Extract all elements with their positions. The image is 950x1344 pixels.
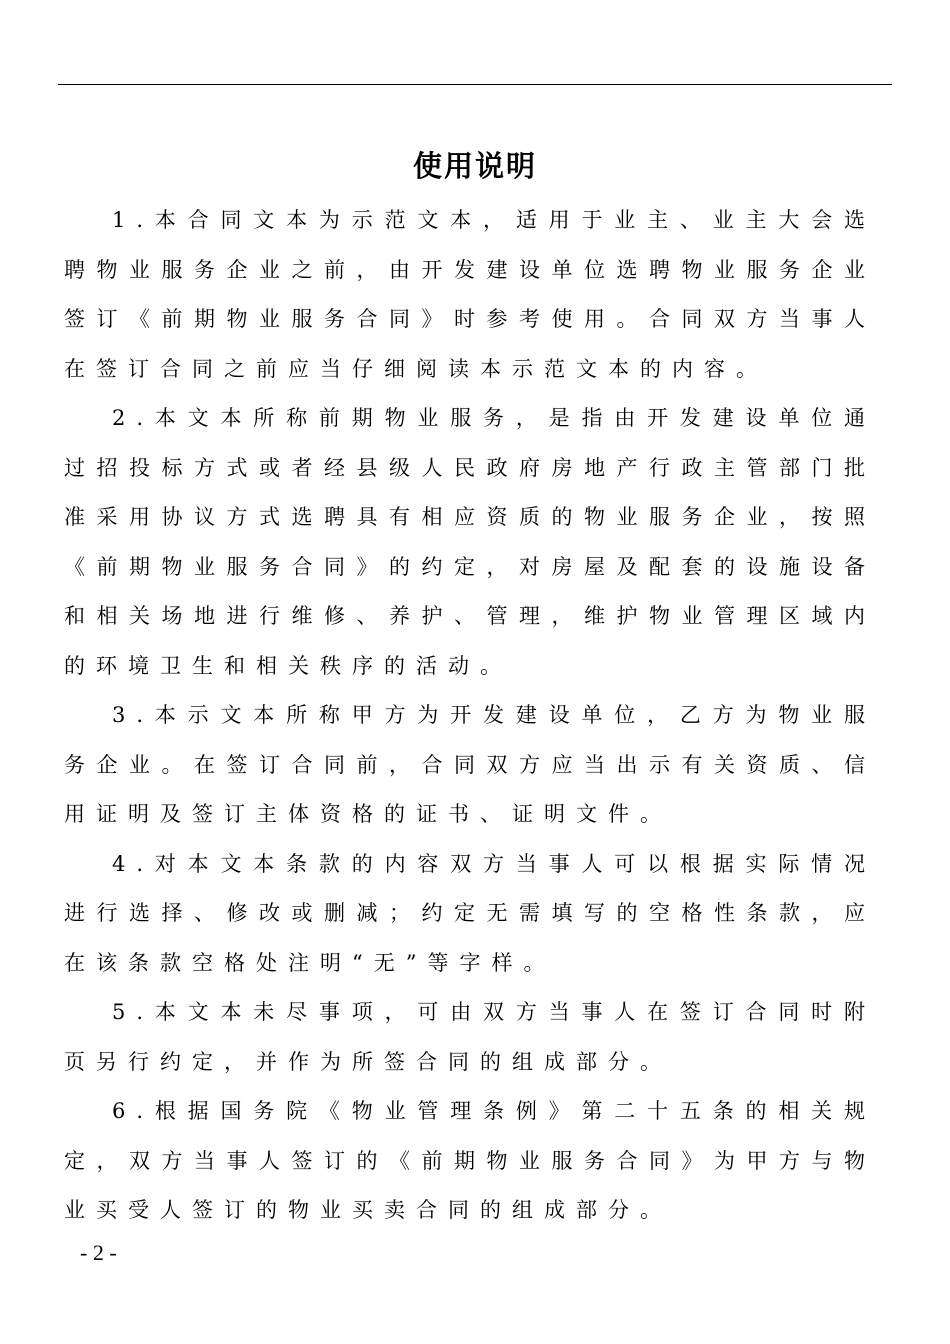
page-title: 使用说明 bbox=[412, 149, 537, 183]
document-body bbox=[64, 196, 876, 1236]
paragraph-2: 2.本文本所称前期物业服务，是指由开发建设单位通过招投标方式或者经县级人民政府房地产行政主管部门批准采用协议方式选聘具有相应资质的物业服务企业，按照《前期物业服务合同》的约定，对房屋及配套的设施设备和相关场地进行维修、养护、管理，维护物业管理区域内的环境卫生和相关秩序的活动。 bbox=[64, 406, 876, 678]
page-number: - 2 - bbox=[80, 1240, 117, 1265]
paragraph-4: 4.对本文本条款的内容双方当事人可以根据实际情况进行选择、修改或删减；约定无需填写的空格性条款，应在该条款空格处注明“无”等字样。 bbox=[64, 851, 876, 975]
header-rule bbox=[58, 84, 892, 85]
paragraph-6: 6.根据国务院《物业管理条例》第二十五条的相关规定，双方当事人签订的《前期物业服务合同》为甲方与物业买受人签订的物业买卖合同的组成部分。 bbox=[64, 1099, 876, 1222]
paragraph-5: 5.本文本未尽事项，可由双方当事人在签订合同时附页另行约定，并作为所签合同的组成部分。 bbox=[64, 1000, 876, 1074]
paragraph-1: 1.本合同文本为示范文本，适用于业主、业主大会选聘物业服务企业之前，由开发建设单位选聘物业服务企业签订《前期物业服务合同》时参考使用。合同双方当事人在签订合同之前应当仔细阅读本示范文本的内容。 bbox=[64, 208, 876, 381]
paragraph-3: 3.本示文本所称甲方为开发建设单位，乙方为物业服务企业。在签订合同前，合同双方应当出示有关资质、信用证明及签订主体资格的证书、证明文件。 bbox=[64, 703, 876, 826]
